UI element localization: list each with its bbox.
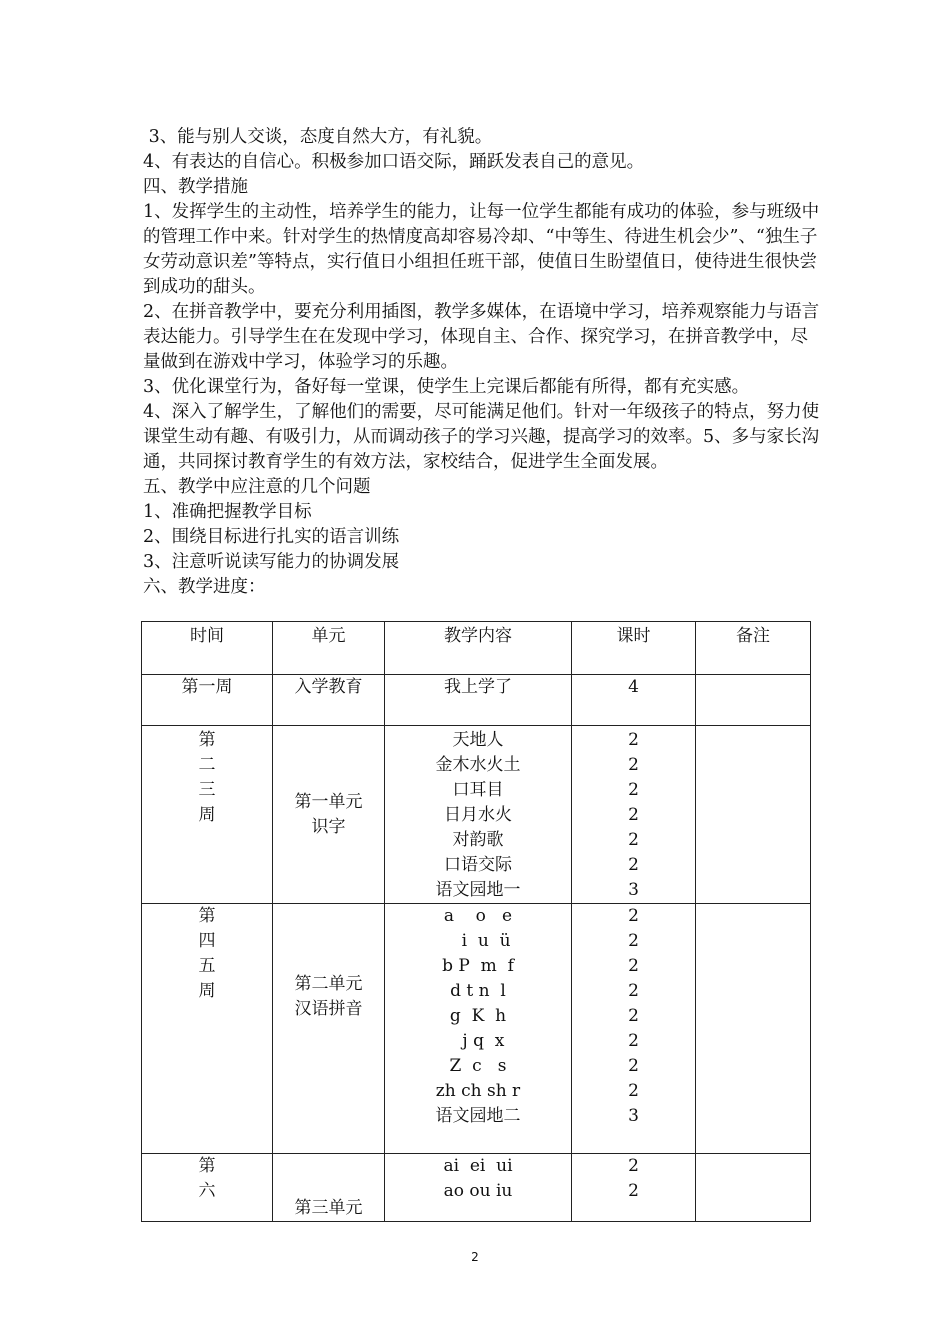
header-content: 教学内容 xyxy=(385,622,572,675)
unit-line: 第二单元 xyxy=(294,974,363,994)
content-line: 口语交际 xyxy=(444,855,512,875)
paragraph: 4、深入了解学生，了解他们的需要，尽可能满足他们。针对一年级孩子的特点，努力使课堂生动有趣、有吸引力，从而调动孩子的学习兴趣，提高学习的效率。5、多与家长沟通，共同探讨教育学生的有效方法，家校结合，促进学生全面发展。 xyxy=(143,402,820,472)
content-line: d t n l xyxy=(450,981,506,1001)
table-row xyxy=(142,726,811,904)
header-note: 备注 xyxy=(696,622,811,675)
time-char: 周 xyxy=(198,981,216,1001)
cell-unit xyxy=(273,904,385,1154)
cell-content: 我上学了 xyxy=(385,675,572,726)
content-line: j q x xyxy=(451,1031,505,1051)
cell-hours xyxy=(572,1154,696,1222)
content-line: 金木水火土 xyxy=(435,755,521,775)
unit-line: 第一单元 xyxy=(294,791,363,812)
cell-content xyxy=(385,1154,572,1222)
time-char: 三 xyxy=(198,780,216,800)
cell-time xyxy=(142,726,273,904)
cell-hours xyxy=(572,726,696,904)
cell-hours xyxy=(572,904,696,1154)
cell-content xyxy=(385,904,572,1154)
paragraph: 3、注意听说读写能力的协调发展 xyxy=(143,552,400,572)
body-text xyxy=(143,125,823,600)
content-line: i u ü xyxy=(445,931,511,951)
content-line: g K h xyxy=(449,1006,507,1026)
time-char: 五 xyxy=(198,956,216,976)
paragraph: 3、优化课堂行为，备好每一堂课，使学生上完课后都能有所得，都有充实感。 xyxy=(143,377,750,397)
hours-line: 3 xyxy=(628,880,639,900)
content-line: 口耳目 xyxy=(452,780,504,800)
cell-note xyxy=(696,675,811,726)
hours-line: 2 xyxy=(628,1031,639,1051)
header-unit: 单元 xyxy=(273,622,385,675)
hours-line: 2 xyxy=(628,730,639,750)
cell-unit: 入学教育 xyxy=(273,675,385,726)
section-heading: 四、教学措施 xyxy=(143,177,248,197)
hours-line: 2 xyxy=(628,931,639,951)
paragraph: 4、有表达的自信心。积极参加口语交际，踊跃发表自己的意见。 xyxy=(143,152,645,172)
cell-hours: 4 xyxy=(572,675,696,726)
hours-line: 2 xyxy=(628,1056,639,1076)
header-time: 时间 xyxy=(142,622,273,675)
cell-time xyxy=(142,904,273,1154)
schedule-table xyxy=(141,621,811,1222)
table-row xyxy=(142,904,811,1154)
unit-line: 汉语拼音 xyxy=(294,999,363,1019)
content-line: zh ch sh r xyxy=(435,1081,521,1101)
hours-line: 2 xyxy=(628,855,639,875)
hours-line: 2 xyxy=(628,906,639,926)
content-line: ao ou iu xyxy=(443,1181,513,1201)
cell-note xyxy=(696,726,811,904)
hours-line: 2 xyxy=(628,1181,639,1201)
time-char: 第 xyxy=(198,730,216,750)
content-line: b P m f xyxy=(442,956,514,976)
paragraph: 2、在拼音教学中，要充分利用插图，教学多媒体，在语境中学习，培养观察能力与语言表达能力。引导学生在在发现中学习，体现自主、合作、探究学习，在拼音教学中，尽量做到在游戏中学习，体验学习的乐趣。 xyxy=(143,302,820,372)
cell-unit xyxy=(273,726,385,904)
paragraph: 2、围绕目标进行扎实的语言训练 xyxy=(143,527,400,547)
content-line: Z c s xyxy=(449,1056,507,1076)
table-row xyxy=(142,675,811,726)
time-char: 六 xyxy=(198,1181,216,1201)
content-line: 语文园地一 xyxy=(435,880,521,900)
hours-line: 2 xyxy=(628,830,639,850)
content-line: a o e xyxy=(443,906,513,926)
hours-line: 2 xyxy=(628,1156,639,1176)
time-char: 第 xyxy=(198,1156,216,1176)
content-line: 语文园地二 xyxy=(435,1106,521,1126)
time-char: 四 xyxy=(198,931,216,951)
time-char: 第 xyxy=(198,906,216,926)
hours-line: 2 xyxy=(628,1081,639,1101)
cell-note xyxy=(696,1154,811,1222)
content-line: ai ei ui xyxy=(443,1156,513,1176)
page-number: 2 xyxy=(471,1250,479,1264)
time-char: 周 xyxy=(198,805,216,825)
section-heading: 五、教学中应注意的几个问题 xyxy=(143,477,371,497)
paragraph: 3、能与别人交谈，态度自然大方，有礼貌。 xyxy=(143,127,493,147)
hours-line: 2 xyxy=(628,805,639,825)
hours-line: 2 xyxy=(628,780,639,800)
hours-line: 2 xyxy=(628,956,639,976)
content-line: 日月水火 xyxy=(444,805,512,825)
content-line: 天地人 xyxy=(452,730,504,750)
paragraph: 1、准确把握教学目标 xyxy=(143,502,312,522)
cell-unit xyxy=(273,1154,385,1222)
unit-line: 第三单元 xyxy=(294,1198,363,1218)
hours-line: 2 xyxy=(628,1006,639,1026)
section-heading: 六、教学进度： xyxy=(143,577,266,597)
hours-line: 2 xyxy=(628,981,639,1001)
cell-note xyxy=(696,904,811,1154)
cell-time: 第一周 xyxy=(142,675,273,726)
hours-line: 3 xyxy=(628,1106,639,1126)
header-hours: 课时 xyxy=(572,622,696,675)
content-line: 对韵歌 xyxy=(452,830,504,850)
cell-content xyxy=(385,726,572,904)
cell-time xyxy=(142,1154,273,1222)
unit-line: 识字 xyxy=(311,816,346,837)
time-char: 二 xyxy=(198,755,216,775)
table-row xyxy=(142,1154,811,1222)
hours-line: 2 xyxy=(628,755,639,775)
paragraph: 1、发挥学生的主动性，培养学生的能力，让每一位学生都能有成功的体验，参与班级中的管理工作中来。针对学生的热情度高却容易冷却、“中等生、待进生机会少”、“独生子女劳动意识差”等特点，实行值日小组担任班干部，使值日生盼望值日，使待进生很快尝到成功的甜头。 xyxy=(143,202,820,297)
table-header-row xyxy=(142,622,811,675)
